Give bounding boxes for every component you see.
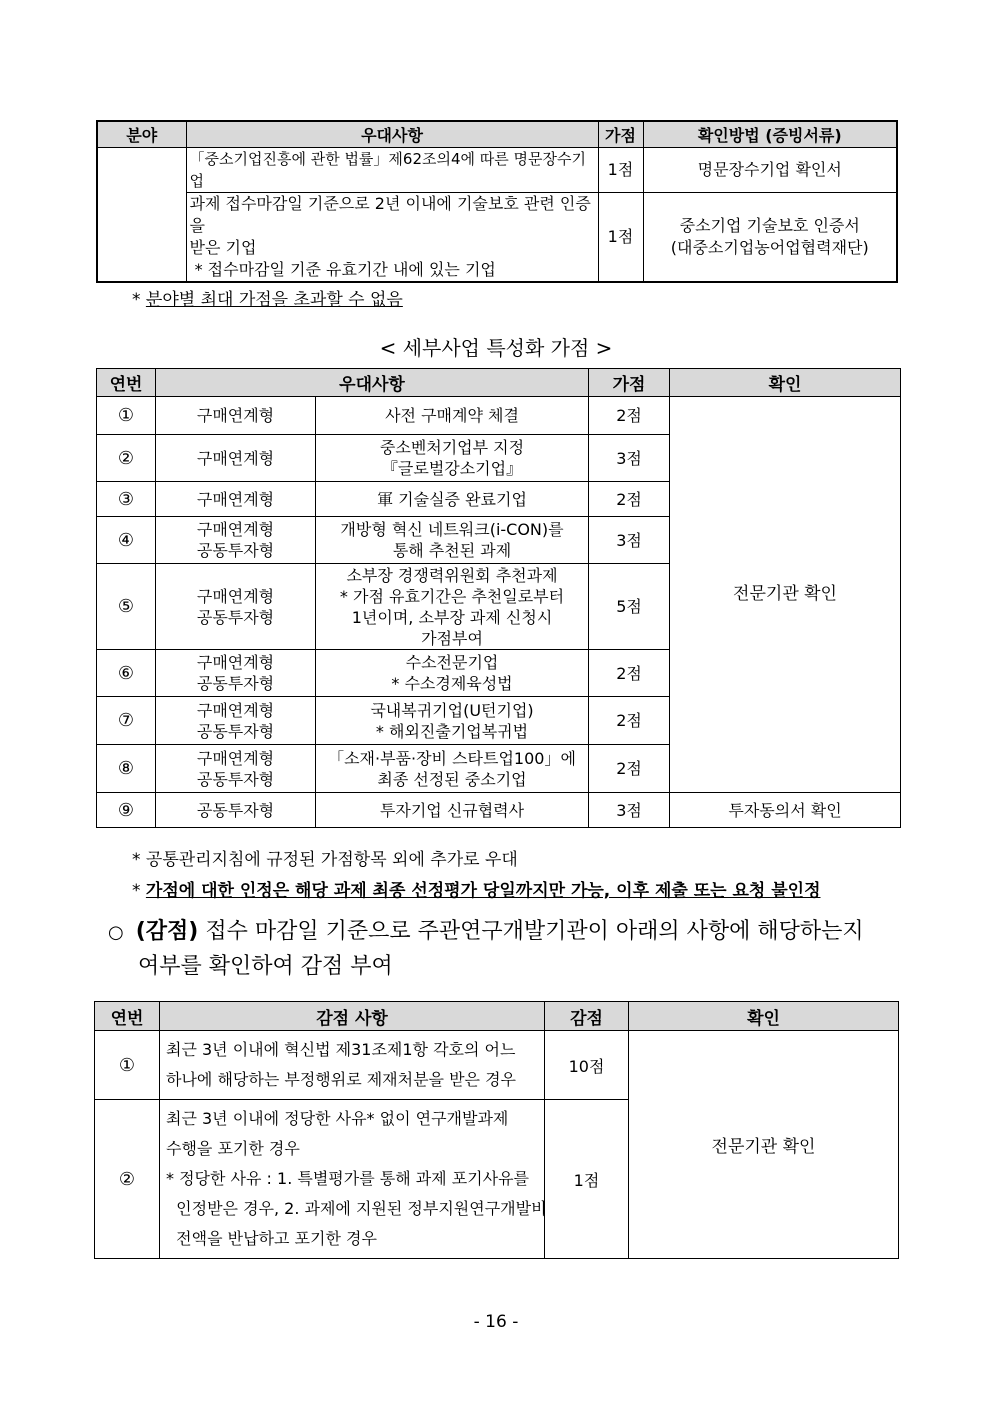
score-cell: 1점 bbox=[598, 148, 643, 193]
type-cell bbox=[156, 482, 316, 517]
score-cell: 2점 bbox=[589, 745, 670, 793]
score-cell: 1점 bbox=[545, 1100, 629, 1259]
section-title: < 세부사업 특성화 가점 > bbox=[379, 336, 613, 360]
bullet-marker: ○ bbox=[108, 922, 124, 943]
item-line: 1년이며, 소부장 과제 신청시 bbox=[351, 607, 553, 627]
confirm-cell: 전문기관 확인 bbox=[670, 397, 901, 793]
header-no: 연번 bbox=[97, 369, 156, 397]
bullet-text: 접수 마감일 기준으로 주관연구개발기관이 아래의 사항에 해당하는지 bbox=[198, 919, 864, 944]
type-line: 구매연계형 bbox=[196, 520, 275, 539]
item-cell bbox=[316, 793, 589, 828]
item-line: * 정당한 사유 : 1. 특별평가를 통해 과제 포기사유를 bbox=[166, 1169, 530, 1188]
item-cell bbox=[316, 650, 589, 697]
item-line: 하나에 해당하는 부정행위로 제재처분을 받은 경우 bbox=[166, 1070, 517, 1089]
header-proof: 확인방법 (증빙서류) bbox=[643, 121, 897, 148]
preference-item: 「중소기업진흥에 관한 법률」제62조의4에 따른 명문장수기업 bbox=[186, 148, 598, 193]
row-number: ② bbox=[95, 1100, 160, 1259]
row-number: ⑤ bbox=[97, 564, 156, 650]
item-line: 통해 추천된 과제 bbox=[392, 541, 512, 560]
type-line: 공동투자형 bbox=[196, 607, 275, 627]
header-preference: 우대사항 bbox=[156, 369, 589, 397]
type-line: 구매연계형 bbox=[196, 448, 275, 468]
note-text: 가점에 대한 인정은 해당 과제 최종 선정평가 당일까지만 가능, 이후 제출 또는 요청 불인정 bbox=[145, 881, 821, 901]
type-line: 공동투자형 bbox=[196, 674, 275, 693]
proof-line: (대중소기업농어업협력재단) bbox=[670, 238, 869, 257]
item-line: 과제 접수마감일 기준으로 2년 이내에 기술보호 관련 인증을 bbox=[189, 194, 591, 235]
special-score-table bbox=[96, 368, 901, 828]
confirm-cell: 전문기관 확인 bbox=[629, 1031, 899, 1259]
page-number: - 16 - bbox=[473, 1312, 519, 1332]
note-prefix: * bbox=[132, 881, 146, 901]
item-line: * 수소경제육성법 bbox=[391, 674, 513, 693]
row-number: ⑦ bbox=[97, 697, 156, 745]
note-text: 분야별 최대 가점을 초과할 수 없음 bbox=[145, 290, 403, 310]
item-cell bbox=[316, 564, 589, 650]
item-line: 중소벤처기업부 지정 bbox=[379, 438, 525, 457]
header-confirm: 확인 bbox=[629, 1002, 899, 1031]
type-line: 공동투자형 bbox=[196, 769, 275, 789]
type-cell bbox=[156, 650, 316, 697]
item-line: 받은 기업 bbox=[189, 238, 257, 257]
row-number: ⑨ bbox=[97, 793, 156, 828]
item-cell bbox=[316, 397, 589, 435]
item-line: 개방형 혁신 네트워크(i-CON)를 bbox=[340, 520, 564, 539]
item-line: 가점부여 bbox=[421, 628, 483, 648]
item-line: 최근 3년 이내에 정당한 사유* 없이 연구개발과제 bbox=[166, 1109, 509, 1128]
type-cell bbox=[156, 517, 316, 564]
type-line: 구매연계형 bbox=[196, 406, 275, 425]
table-row bbox=[97, 793, 901, 828]
score-cell: 5점 bbox=[589, 564, 670, 650]
row-number: ① bbox=[95, 1031, 160, 1100]
item-line: 인정받은 경우, 2. 과제에 지원된 정부지원연구개발비 bbox=[166, 1199, 547, 1218]
type-cell bbox=[156, 435, 316, 482]
header-score: 감점 bbox=[545, 1002, 629, 1031]
proof-cell bbox=[643, 193, 897, 283]
item-cell bbox=[316, 517, 589, 564]
row-number: ③ bbox=[97, 482, 156, 517]
score-cell: 2점 bbox=[589, 650, 670, 697]
proof-cell: 명문장수기업 확인서 bbox=[643, 148, 897, 193]
paragraph-line: 여부를 확인하여 감점 부여 bbox=[138, 954, 393, 979]
deduction-table bbox=[94, 1001, 899, 1259]
type-line: 구매연계형 bbox=[196, 489, 275, 509]
table-row bbox=[95, 1031, 899, 1100]
type-cell bbox=[156, 564, 316, 650]
item-line: 최종 선정된 중소기업 bbox=[377, 769, 527, 789]
type-line: 공동투자형 bbox=[196, 541, 275, 560]
header-score: 가점 bbox=[598, 121, 643, 148]
table-row bbox=[97, 397, 901, 435]
score-cell: 2점 bbox=[589, 697, 670, 745]
note-score-deadline bbox=[132, 876, 821, 901]
header-confirm: 확인 bbox=[670, 369, 901, 397]
row-number: ⑥ bbox=[97, 650, 156, 697]
type-cell bbox=[156, 745, 316, 793]
proof-line: 중소기업 기술보호 인증서 bbox=[679, 216, 860, 235]
item-line: 전액을 반납하고 포기한 경우 bbox=[166, 1229, 377, 1248]
header-field: 분야 bbox=[97, 121, 186, 148]
item-line: * 접수마감일 기준 유효기간 내에 있는 기업 bbox=[189, 260, 496, 279]
item-line: 『글로벌강소기업』 bbox=[381, 459, 523, 478]
item-line: 수행을 포기한 경우 bbox=[166, 1139, 300, 1158]
row-number: ① bbox=[97, 397, 156, 435]
item-line: * 해외진출기업복귀법 bbox=[375, 721, 529, 741]
item-line: 최근 3년 이내에 혁신법 제31조제1항 각호의 어느 bbox=[166, 1040, 516, 1059]
header-preference: 우대사항 bbox=[186, 121, 598, 148]
type-cell bbox=[156, 793, 316, 828]
deduction-paragraph bbox=[108, 915, 898, 984]
row-number: ② bbox=[97, 435, 156, 482]
note-prefix: * bbox=[132, 290, 146, 310]
item-line: 사전 구매계약 체결 bbox=[385, 406, 519, 425]
deduction-item bbox=[160, 1100, 545, 1259]
item-line: 수소전문기업 bbox=[405, 653, 499, 672]
type-cell bbox=[156, 397, 316, 435]
field-cell bbox=[97, 148, 186, 283]
item-cell bbox=[316, 697, 589, 745]
table-row bbox=[97, 193, 897, 283]
table-row bbox=[97, 148, 897, 193]
score-cell: 2점 bbox=[589, 397, 670, 435]
deduction-item bbox=[160, 1031, 545, 1100]
type-line: 구매연계형 bbox=[196, 653, 275, 672]
preference-item bbox=[186, 193, 598, 283]
score-cell: 3점 bbox=[589, 517, 670, 564]
preference-table bbox=[96, 120, 898, 283]
type-line: 공동투자형 bbox=[196, 800, 275, 820]
item-line: * 가점 유효기간은 추천일로부터 bbox=[339, 586, 565, 606]
header-score: 가점 bbox=[589, 369, 670, 397]
item-cell bbox=[316, 435, 589, 482]
item-line: 투자기업 신규협력사 bbox=[379, 800, 525, 820]
score-cell: 1점 bbox=[598, 193, 643, 283]
confirm-cell: 투자동의서 확인 bbox=[670, 793, 901, 828]
score-cell: 2점 bbox=[589, 482, 670, 517]
row-number: ④ bbox=[97, 517, 156, 564]
header-no: 연번 bbox=[95, 1002, 160, 1031]
note-common-guideline: * 공통관리지침에 규정된 가점항목 외에 추가로 우대 bbox=[132, 850, 518, 870]
score-cell: 3점 bbox=[589, 435, 670, 482]
type-line: 구매연계형 bbox=[196, 586, 275, 606]
item-line: 소부장 경쟁력위원회 추천과제 bbox=[346, 565, 558, 585]
note-max-score bbox=[132, 285, 403, 310]
score-cell: 3점 bbox=[589, 793, 670, 828]
bullet-bold: (감점) bbox=[135, 919, 199, 944]
item-cell bbox=[316, 482, 589, 517]
type-line: 구매연계형 bbox=[196, 700, 275, 720]
item-line: 국내복귀기업(U턴기업) bbox=[370, 700, 534, 720]
type-line: 구매연계형 bbox=[196, 748, 275, 768]
header-deduction: 감점 사항 bbox=[160, 1002, 545, 1031]
item-line: 軍 기술실증 완료기업 bbox=[377, 489, 527, 509]
score-cell: 10점 bbox=[545, 1031, 629, 1100]
row-number: ⑧ bbox=[97, 745, 156, 793]
type-line: 공동투자형 bbox=[196, 721, 275, 741]
paragraph-line bbox=[108, 915, 898, 950]
type-cell bbox=[156, 697, 316, 745]
item-line: 「소재·부품·장비 스타트업100」에 bbox=[328, 748, 576, 768]
item-cell bbox=[316, 745, 589, 793]
